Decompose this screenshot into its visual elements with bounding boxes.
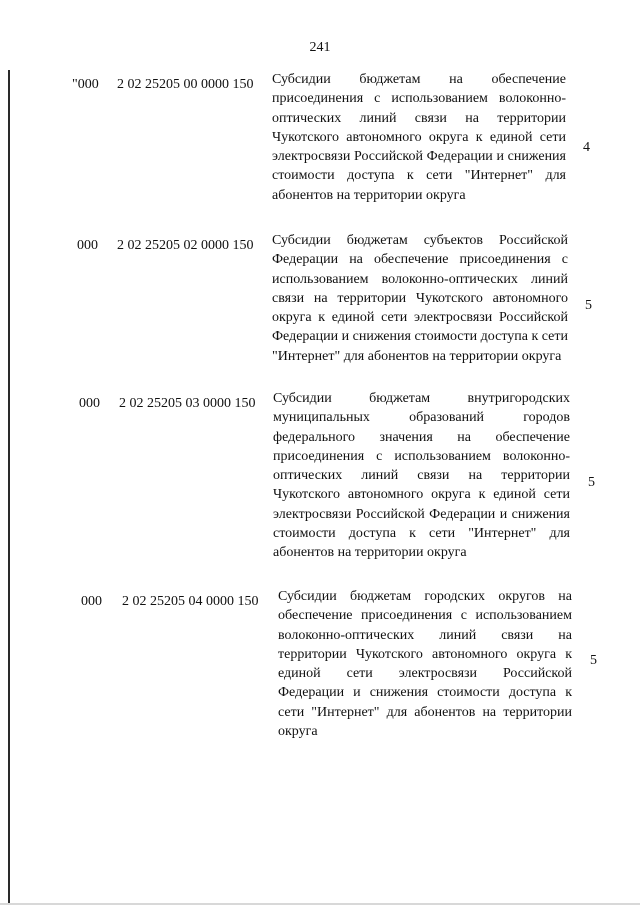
row-description: Субсидии бюджетам на обеспечение присоединения с использованием волоконно-оптических линий связи на территории Чукотского автономного округа к единой сети электросвязи Российской Федерации и снижения стоимости доступа к сети "Интернет" для абонентов на территории округа [272,72,566,203]
row-kbk: 2 02 25205 04 0000 150 [122,594,259,609]
row-kbk: 2 02 25205 03 0000 150 [119,396,256,411]
row-code: 000 [77,238,98,253]
page-number: 241 [309,40,331,55]
row-code: 000 [79,396,100,411]
row-kbk: 2 02 25205 00 0000 150 [117,77,254,92]
row-description: Субсидии бюджетам субъектов Российской Федерации на обеспечение присоединения с использованием волоконно-оптических линий связи на территории Чукотского автономного округа к единой сети электросвязи Российской Федерации и снижения стоимости доступа к сети "Интернет" для абонентов на территории округа [272,233,568,364]
row-value: 5 [585,298,592,313]
page-left-edge [8,70,10,905]
row-value: 4 [583,140,590,155]
row-description: Субсидии бюджетам внутригородских муниципальных образований городов федерального значения на обеспечение присоединения с использованием волоконно-оптических линий связи на территории Чукотского автономного округа к единой сети электросвязи Российской Федерации и снижения стоимости доступа к сети "Интернет" для абонентов на территории округа [273,391,570,561]
row-description: Субсидии бюджетам городских округов на обеспечение присоединения с использованием волоконно-оптических линий связи на территории Чукотского автономного округа к единой сети электросвязи Российской Федерации и снижения стоимости доступа к сети "Интернет" для абонентов на территории округа [278,589,572,740]
row-code: "000 [72,77,99,92]
row-value: 5 [588,475,595,490]
row-kbk: 2 02 25205 02 0000 150 [117,238,254,253]
row-code: 000 [81,594,102,609]
row-value: 5 [590,653,597,668]
